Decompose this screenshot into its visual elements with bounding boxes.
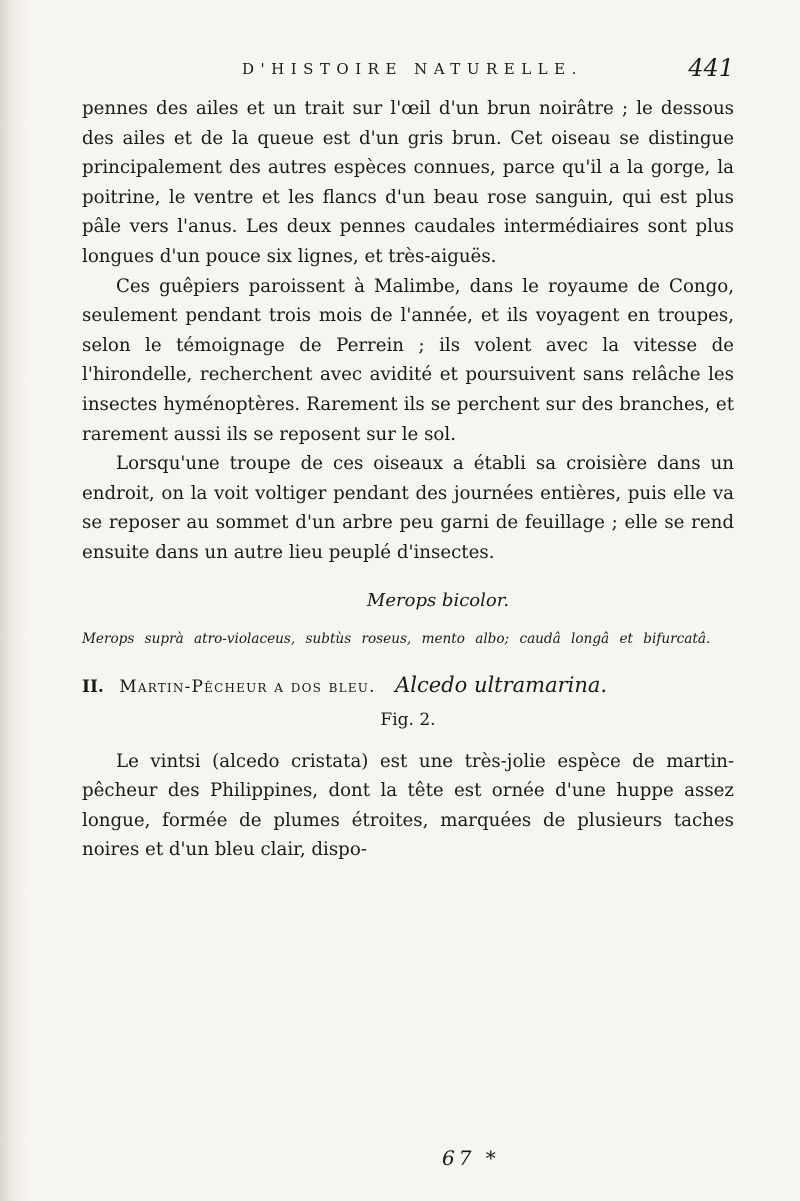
paragraph-3: Lorsqu'une troupe de ces oiseaux a établi sa croisière dans un endroit, on la voit voltiger pendant des journées entières, puis elle va se reposer au sommet d'un arbre peu garni de feuillage ; elle se rend ensuite dans un autre lieu peuplé d'insectes. <box>82 453 734 563</box>
paragraph-4: Le vintsi (alcedo cristata) est une très-jolie espèce de martin-pêcheur des Philippines, dont la tête est ornée d'une huppe assez longue, formée de plumes étroites, marquées de plusieurs taches noires et d'un bleu clair, dispo- <box>82 750 734 861</box>
section-latin-name: Alcedo ultramarina. <box>395 672 608 697</box>
page-number: 441 <box>688 54 734 82</box>
text-block <box>82 54 734 865</box>
figure-reference: Fig. 2. <box>380 709 436 730</box>
species-description: Merops suprà atro-violaceus, subtùs roseus, mento albo; caudâ longâ et bifurcatâ. <box>82 630 711 647</box>
page-gutter-shadow <box>0 0 26 1201</box>
running-title: D'HISTOIRE NATURELLE. <box>242 60 583 78</box>
section-number: II. <box>82 676 104 697</box>
section-heading <box>82 671 734 701</box>
paragraph-1: pennes des ailes et un trait sur l'œil d'un brun noirâtre ; le dessous des ailes et de la queue est d'un gris brun. Cet oiseau se distingue principalement des autres espèces connues, parce qu'il a la gorge, la poitrine, le ventre et les flancs d'un beau rose sanguin, qui est plus pâle vers l'anus. Les deux pennes caudales intermédiaires sont plus longues d'un pouce six lignes, et très-aiguës. <box>82 98 734 267</box>
paragraph-2: Ces guêpiers paroissent à Malimbe, dans le royaume de Congo, seulement pendant trois mois de l'année, et ils voyagent en troupes, selon le témoignage de Perrein ; ils volent avec la vitesse de l'hirondelle, recherchent avec avidité et poursuivent sans relâche les insectes hyménoptères. Rarement ils se perchent sur des branches, et rarement aussi ils se reposent sur le sol. <box>82 275 734 445</box>
section-french-name: Martin-Pêcheur a dos bleu. <box>119 676 376 697</box>
signature-mark: 67 * <box>442 1146 500 1170</box>
species-name: Merops bicolor. <box>366 589 510 611</box>
running-header <box>82 54 734 94</box>
